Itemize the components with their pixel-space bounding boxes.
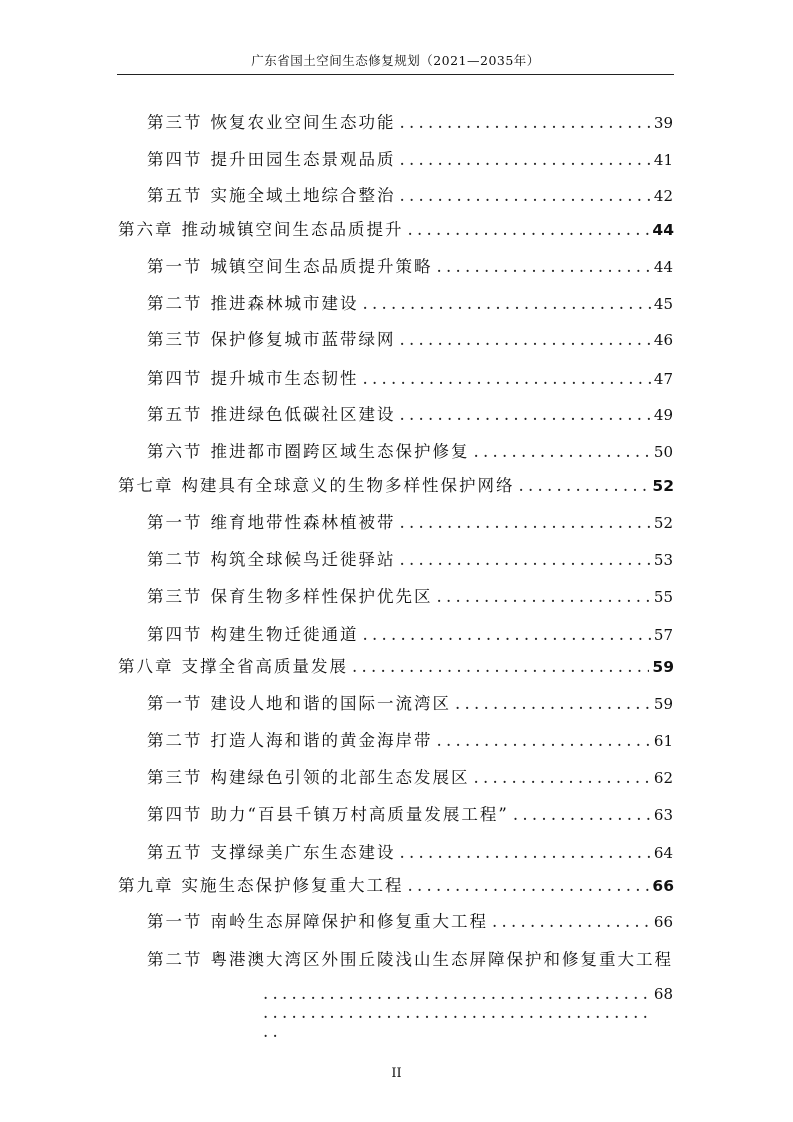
toc-page: 49 <box>653 406 673 424</box>
toc-entry[interactable] <box>147 253 673 277</box>
toc-title: 南岭生态屏障保护和修复重大工程 <box>210 912 488 931</box>
toc-page: 46 <box>653 331 673 349</box>
toc-title: 恢复农业空间生态功能 <box>210 113 396 132</box>
toc-leader <box>492 912 651 931</box>
toc-number: 第三节 <box>147 113 203 132</box>
toc-title: 构筑全球候鸟迁徙驿站 <box>210 550 396 569</box>
toc-leader <box>400 113 651 132</box>
toc-number: 第三节 <box>147 330 203 349</box>
page-number: II <box>391 1066 402 1081</box>
toc-entry[interactable] <box>147 908 673 932</box>
toc-entry[interactable] <box>147 583 673 607</box>
toc-number: 第四节 <box>147 805 203 824</box>
toc-number: 第二节 <box>147 550 203 569</box>
toc-page: 57 <box>653 626 673 644</box>
toc-page: 66 <box>652 877 674 895</box>
toc-number: 第一节 <box>147 513 203 532</box>
toc-leader <box>474 442 651 461</box>
toc-title: 实施生态保护修复重大工程 <box>181 876 404 895</box>
toc-number: 第六章 <box>118 220 174 239</box>
toc-entry[interactable] <box>147 727 673 751</box>
toc-page: 44 <box>652 221 674 239</box>
toc-number: 第三节 <box>147 768 203 787</box>
toc-page: 53 <box>653 551 673 569</box>
toc-title: 助力“百县千镇万村高质量发展工程” <box>210 805 509 824</box>
toc-entry[interactable] <box>147 546 673 570</box>
toc-entry[interactable] <box>147 401 673 425</box>
toc-title: 推进都市圈跨区域生态保护修复 <box>210 442 470 461</box>
toc-number: 第九章 <box>118 876 174 895</box>
toc-leader <box>363 625 651 644</box>
toc-title: 构建具有全球意义的生物多样性保护网络 <box>181 476 515 495</box>
toc-leader <box>400 186 651 205</box>
toc-number: 第四节 <box>147 150 203 169</box>
toc-number: 第二节 <box>147 950 203 969</box>
toc-leader <box>437 587 651 606</box>
toc-page: 45 <box>653 295 673 313</box>
toc-page: 50 <box>653 443 673 461</box>
toc-number: 第五节 <box>147 843 203 862</box>
toc-number: 第一节 <box>147 257 203 276</box>
toc-title: 提升城市生态韧性 <box>210 369 359 388</box>
toc-title: 推进森林城市建设 <box>210 294 359 313</box>
toc-page: 55 <box>653 588 673 606</box>
toc-number: 第一节 <box>147 912 203 931</box>
toc-number: 第七章 <box>118 476 174 495</box>
toc-number: 第三节 <box>147 587 203 606</box>
toc-number: 第二节 <box>147 294 203 313</box>
toc-entry[interactable] <box>147 438 673 462</box>
toc-number: 第八章 <box>118 657 174 676</box>
toc-leader <box>263 984 651 1041</box>
toc-page: 68 <box>653 985 673 1003</box>
toc-leader <box>408 876 650 895</box>
toc-chapter-entry[interactable] <box>118 216 674 240</box>
toc-page: 42 <box>653 187 673 205</box>
toc-page: 66 <box>653 913 673 931</box>
toc-leader <box>352 657 649 676</box>
toc-entry[interactable] <box>147 839 673 863</box>
toc-leader <box>400 550 651 569</box>
toc-entry[interactable] <box>147 764 673 788</box>
toc-entry[interactable] <box>147 326 673 350</box>
toc-page: 61 <box>653 732 673 750</box>
toc-leader <box>408 220 650 239</box>
toc-title: 维育地带性森林植被带 <box>210 513 396 532</box>
toc-number: 第五节 <box>147 405 203 424</box>
toc-leader <box>400 843 651 862</box>
toc-entry[interactable] <box>147 509 673 533</box>
toc-page: 47 <box>653 370 673 388</box>
toc-page: 59 <box>652 658 674 676</box>
toc-page: 44 <box>653 258 673 276</box>
toc-leader <box>437 257 651 276</box>
toc-leader <box>363 369 651 388</box>
toc-leader <box>363 294 651 313</box>
toc-title: 建设人地和谐的国际一流湾区 <box>210 694 451 713</box>
toc-title: 保护修复城市蓝带绿网 <box>210 330 396 349</box>
toc-leader <box>400 513 651 532</box>
toc-number: 第一节 <box>147 694 203 713</box>
toc-entry[interactable] <box>147 365 673 389</box>
toc-title: 支撑绿美广东生态建设 <box>210 843 396 862</box>
toc-page: 62 <box>653 769 673 787</box>
toc-title: 推进绿色低碳社区建设 <box>210 405 396 424</box>
toc-number: 第二节 <box>147 731 203 750</box>
header-title: 广东省国土空间生态修复规划（2021—2035年） <box>251 53 540 68</box>
toc-leader <box>400 150 651 169</box>
toc-page: 52 <box>653 514 673 532</box>
toc-chapter-entry[interactable] <box>118 472 674 496</box>
toc-entry[interactable] <box>147 109 673 133</box>
toc-leader <box>519 476 650 495</box>
toc-chapter-entry[interactable] <box>118 653 674 677</box>
toc-number: 第四节 <box>147 369 203 388</box>
toc-title: 推动城镇空间生态品质提升 <box>181 220 404 239</box>
toc-page: 64 <box>653 844 673 862</box>
toc-page: 39 <box>653 114 673 132</box>
toc-title: 构建绿色引领的北部生态发展区 <box>210 768 470 787</box>
toc-leader <box>455 694 651 713</box>
toc-title: 构建生物迁徙通道 <box>210 625 359 644</box>
toc-entry[interactable] <box>147 690 673 714</box>
toc-title: 提升田园生态景观品质 <box>210 150 396 169</box>
toc-entry[interactable] <box>147 290 673 314</box>
toc-number: 第四节 <box>147 625 203 644</box>
toc-title: 城镇空间生态品质提升策略 <box>210 257 433 276</box>
toc-chapter-entry[interactable] <box>118 872 674 896</box>
toc-page: 52 <box>652 477 674 495</box>
toc-page: 63 <box>653 806 673 824</box>
toc-title: 保育生物多样性保护优先区 <box>210 587 433 606</box>
toc-title: 支撑全省高质量发展 <box>181 657 348 676</box>
toc-leader <box>474 768 651 787</box>
toc-page: 59 <box>653 695 673 713</box>
toc-entry[interactable] <box>147 621 673 645</box>
toc-entry[interactable] <box>147 146 673 170</box>
toc-number: 第五节 <box>147 186 203 205</box>
toc-leader <box>437 731 651 750</box>
toc-entry[interactable] <box>147 801 673 825</box>
toc-leader <box>513 805 651 824</box>
toc-leader <box>400 405 651 424</box>
toc-entry[interactable] <box>147 182 673 206</box>
toc-number: 第六节 <box>147 442 203 461</box>
toc-title: 打造人海和谐的黄金海岸带 <box>210 731 433 750</box>
toc-page: 41 <box>653 151 673 169</box>
toc-leader <box>400 330 651 349</box>
toc-title: 粤港澳大湾区外围丘陵浅山生态屏障保护和修复重大工程 <box>210 950 673 969</box>
toc-title: 实施全域土地综合整治 <box>210 186 396 205</box>
